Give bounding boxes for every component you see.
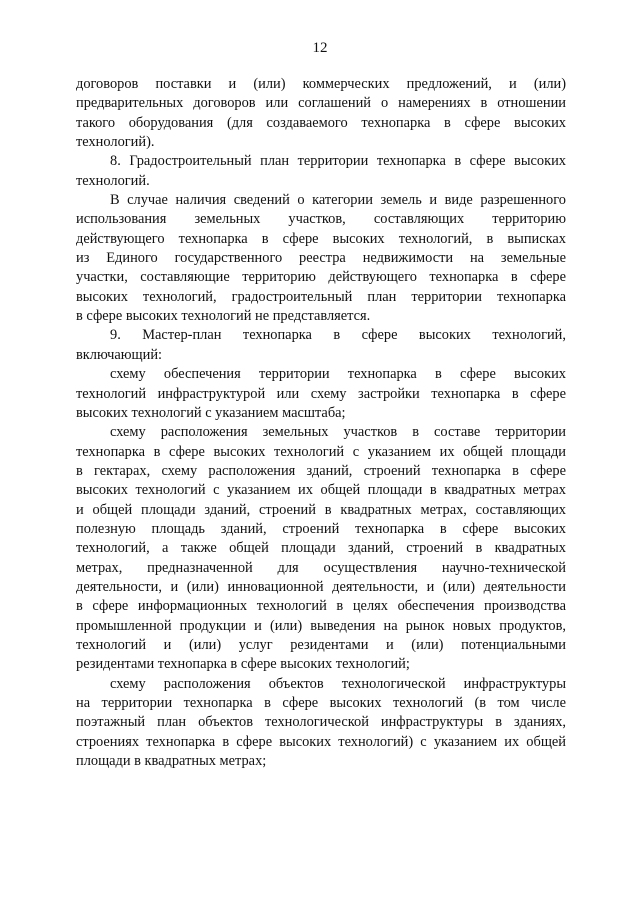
text-line: договоров поставки и (или) коммерческих предложений, и (или) (76, 76, 566, 92)
text-line: в сфере высоких технологий не представляется. (76, 308, 371, 325)
text-line: 8. Градостроительный план территории технопарка в сфере высоких (110, 153, 566, 170)
text-line: технологий, а также общей площади зданий, строений в квадратных (76, 540, 566, 557)
text-line: высоких технологий с указанием масштаба; (76, 404, 346, 421)
text-line: строениях технопарка в сфере высоких технологий) с указанием их общей (76, 733, 566, 750)
text-line: технологий). (76, 134, 155, 151)
text-line: действующего технопарка в сфере высоких технологий, в выписках (76, 230, 566, 247)
text-line: поэтажный план объектов технологической инфраструктуры в зданиях, (76, 714, 566, 731)
text-line: технологий и (или) услуг резидентами и (или) потенциальными (76, 636, 566, 653)
text-line: в сфере информационных технологий в целях обеспечения производства (76, 598, 566, 615)
text-line: промышленной продукции и (или) выведения на рынок новых продуктов, (76, 617, 566, 634)
text-line: схему расположения земельных участков в составе территории (110, 424, 566, 441)
text-line: деятельности, и (или) инновационной деятельности, и (или) деятельности (76, 578, 566, 595)
text-line: схему обеспечения территории технопарка в сфере высоких (110, 366, 566, 383)
text-line: резидентами технопарка в сфере высоких технологий; (76, 656, 410, 673)
text-line: включающий: (76, 346, 163, 363)
text-line: такого оборудования (для создаваемого технопарка в сфере высоких (76, 114, 566, 131)
text-line: технологий инфраструктурой или схему застройки технопарка в сфере (76, 385, 566, 402)
text-line: 9. Мастер-план технопарка в сфере высоких технологий, (110, 327, 566, 344)
text-line: на территории технопарка в сфере высоких технологий (в том числе (76, 695, 566, 711)
text-line: площади в квадратных метрах; (76, 753, 267, 770)
text-line: В случае наличия сведений о категории земель и виде разрешенного (110, 192, 566, 209)
text-line: технологий. (76, 172, 150, 189)
text-line: в гектарах, схему расположения зданий, строений технопарка в сфере (76, 462, 566, 479)
text-line: из Единого государственного реестра недвижимости на земельные (76, 250, 566, 267)
text-line: полезную площадь зданий, строений технопарка в сфере высоких (76, 520, 566, 537)
page-number: 12 (312, 40, 328, 56)
text-line: высоких технологий с указанием их общей площади в квадратных метрах (76, 482, 566, 499)
text-line: технопарка в сфере высоких технологий с указанием их общей площади (76, 443, 566, 460)
text-line: предварительных договоров или соглашений о намерениях в отношении (76, 95, 566, 112)
text-line: высоких технологий, градостроительный план территории технопарка (76, 288, 566, 305)
text-line: метрах, предназначенной для осуществления научно-технической (76, 559, 566, 576)
text-line: и общей площади зданий, строений в квадратных метрах, составляющих (76, 501, 566, 518)
text-line: участки, составляющие территорию действующего технопарка в сфере (76, 269, 566, 286)
document-body (76, 75, 566, 771)
text-line: схему расположения объектов технологической инфраструктуры (110, 675, 566, 692)
text-line: использования земельных участков, составляющих территорию (76, 211, 566, 228)
